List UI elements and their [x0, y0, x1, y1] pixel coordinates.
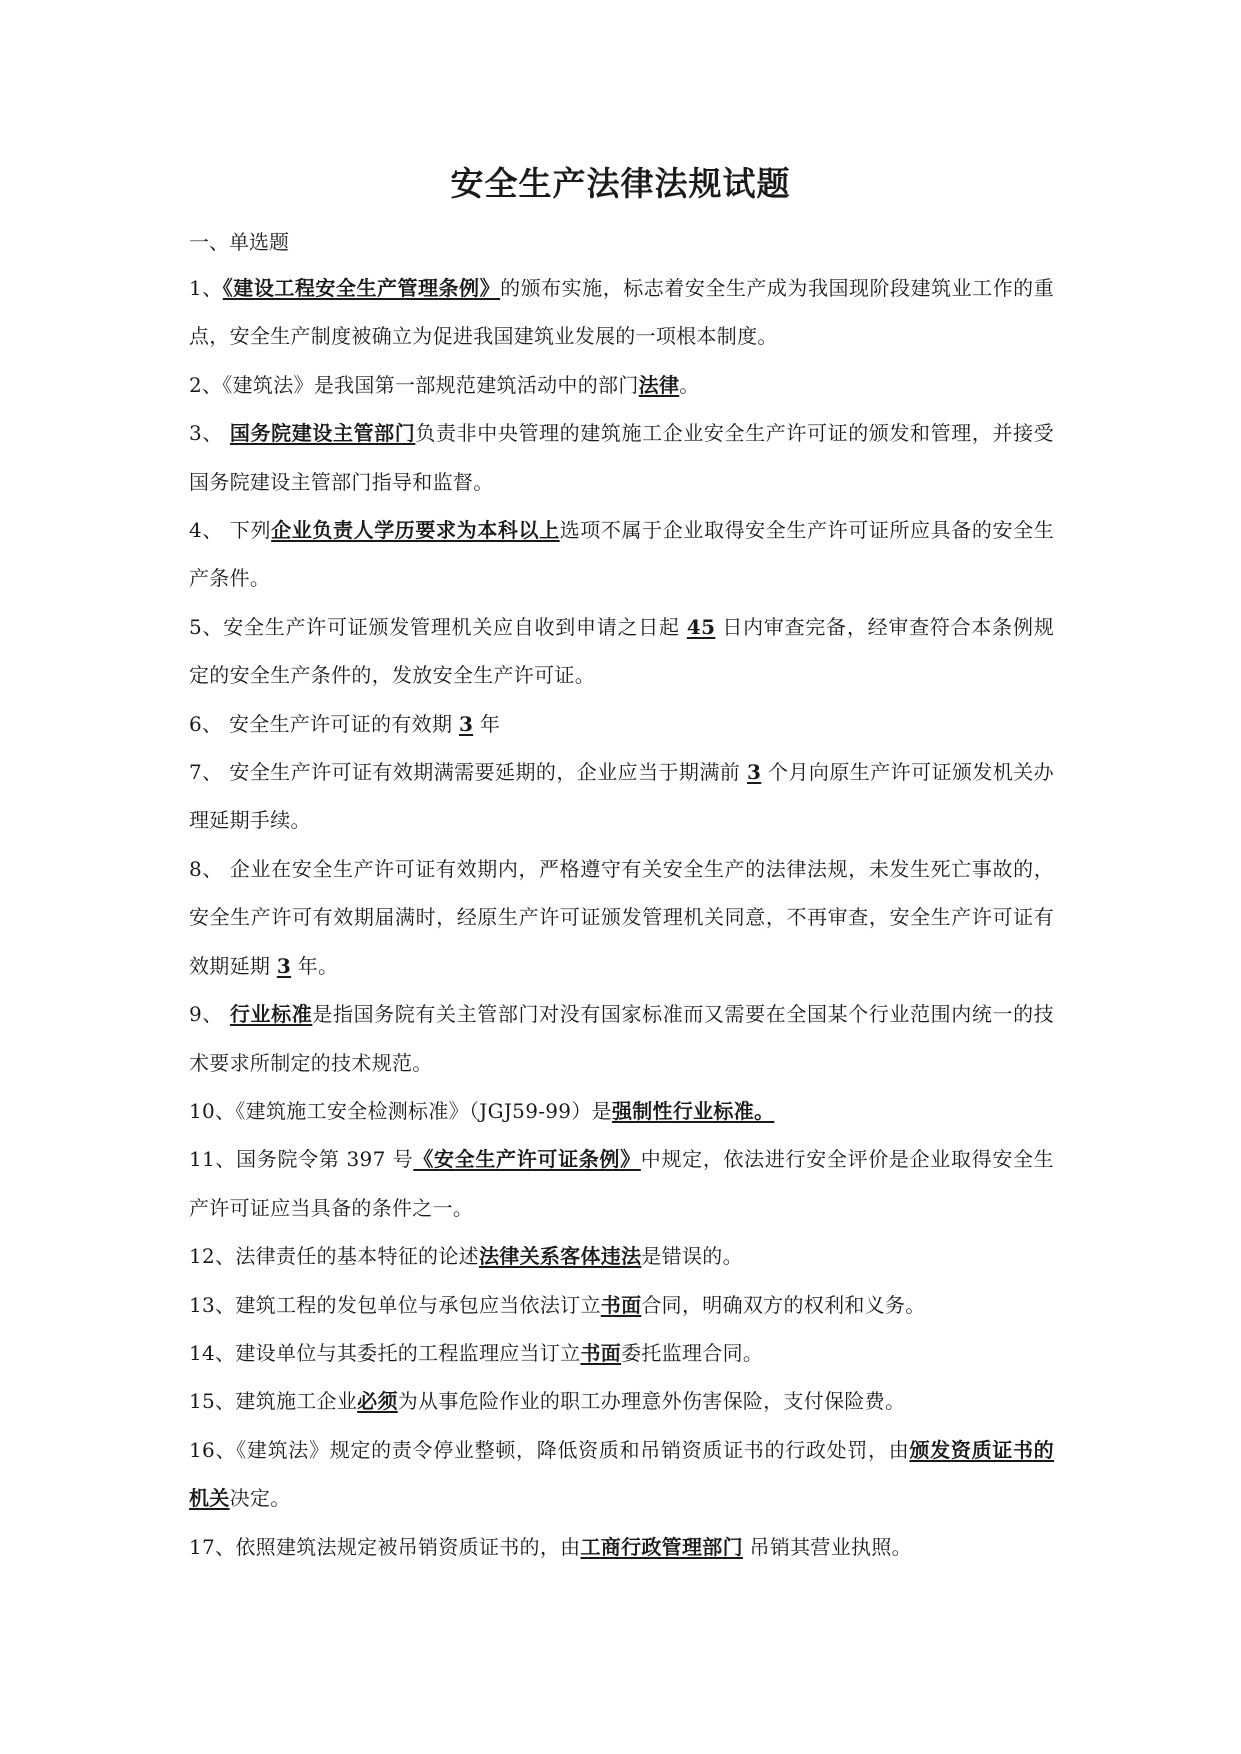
question-text-before: 依照建筑法规定被吊销资质证书的，由 [235, 1534, 581, 1559]
question-answer: 3 [276, 953, 292, 978]
question-text-before: 建设单位与其委托的工程监理应当订立 [235, 1340, 581, 1365]
question-number: 10、 [189, 1098, 236, 1123]
question-answer: 法律 [638, 372, 680, 397]
question-number: 9、 [189, 1002, 223, 1027]
question-list [189, 264, 1054, 1571]
question-14 [189, 1329, 1054, 1377]
question-text-after: 为从事危险作业的职工办理意外伤害保险，支付保险费。 [397, 1389, 906, 1414]
question-number: 5、 [189, 614, 224, 639]
question-number: 11、 [189, 1147, 237, 1172]
question-13 [189, 1281, 1054, 1329]
question-answer: 法律关系客体违法 [478, 1244, 642, 1269]
question-text-before: 国务院令第 397 号 [236, 1147, 414, 1172]
question-text-after: 合同，明确双方的权利和义务。 [641, 1292, 926, 1317]
question-text-after: 个月向原生产许可证颁发机关办理延期手续。 [189, 760, 1054, 833]
question-answer: 3 [458, 711, 474, 736]
question-text-before: 《建筑法》是我国第一部规范建筑活动中的部门 [222, 372, 639, 397]
question-answer: 3 [747, 760, 762, 785]
question-text-before: 企业在安全生产许可证有效期内，严格遵守有关安全生产的法律法规，未发生死亡事故的，安全生产许可有效期届满时，经原生产许可证颁发管理机关同意，不再审查，安全生产许可证有效期延期 [189, 856, 1054, 978]
question-8 [189, 845, 1054, 990]
question-text-after: 选项不属于企业取得安全生产许可证所应具备的安全生产条件。 [189, 518, 1055, 591]
question-number: 15、 [189, 1389, 236, 1414]
question-number: 4、 [189, 518, 223, 543]
question-7 [189, 748, 1054, 845]
question-answer: 强制性行业标准。 [611, 1098, 775, 1123]
question-text-after: 的颁布实施，标志着安全生产成为我国现阶段建筑业工作的重点，安全生产制度被确立为促进我国建筑业发展的一项根本制度。 [189, 276, 1055, 349]
document-title: 安全生产法律法规试题 [450, 164, 791, 203]
section-heading: 一、单选题 [189, 230, 289, 254]
question-text-after: 年。 [291, 953, 339, 978]
question-answer: 《安全生产许可证条例》 [413, 1147, 641, 1172]
question-10 [189, 1087, 1054, 1135]
question-number: 3、 [189, 421, 223, 446]
question-text-after: 日内审查完备，经审查符合本条例规定的安全生产条件的，发放安全生产许可证。 [189, 614, 1054, 688]
question-text-after: 吊销其营业执照。 [742, 1534, 912, 1559]
question-answer: 书面 [600, 1292, 642, 1317]
question-text-before: 安全生产许可证有效期满需要延期的，企业应当于期满前 [222, 760, 748, 785]
question-text-after: 是错误的。 [641, 1244, 743, 1269]
question-text-before: 安全生产许可证颁发管理机关应自收到申请之日起 [223, 614, 687, 639]
question-answer: 工商行政管理部门 [580, 1534, 743, 1559]
question-text-before [223, 1002, 230, 1026]
question-number: 12、 [189, 1244, 236, 1269]
question-text-before [223, 421, 230, 445]
question-text-before: 《建筑法》规定的责令停业整顿，降低资质和吊销资质证书的行政处罚，由 [236, 1437, 910, 1462]
question-number: 8、 [189, 856, 223, 881]
question-text-after: 。 [679, 372, 700, 397]
question-number: 6、 [189, 711, 223, 736]
question-text-after: 决定。 [229, 1486, 291, 1511]
question-number: 16、 [189, 1437, 237, 1462]
question-text-after: 是指国务院有关主管部门对没有国家标准而又需要在全国某个行业范围内统一的技术要求所制定的技术规范。 [189, 1002, 1054, 1075]
question-12 [189, 1232, 1054, 1280]
question-answer: 企业负责人学历要求为本科以上 [271, 518, 560, 543]
question-number: 14、 [189, 1340, 236, 1365]
question-answer: 45 [686, 614, 716, 639]
question-answer: 国务院建设主管部门 [229, 421, 416, 446]
question-9 [189, 990, 1054, 1087]
question-text-before: 安全生产许可证的有效期 [222, 711, 459, 736]
question-answer: 《建设工程安全生产管理条例》 [222, 276, 501, 300]
question-text-before: 《建筑施工安全检测标准》（JGJ59-99）是 [235, 1098, 612, 1123]
question-answer: 书面 [580, 1340, 622, 1365]
question-answer: 必须 [357, 1389, 398, 1414]
question-17 [189, 1523, 1054, 1571]
question-answer: 颁发资质证书的机关 [189, 1437, 1054, 1511]
question-2 [189, 361, 1054, 409]
question-text-after: 委托监理合同。 [621, 1340, 764, 1365]
question-text-after: 中规定，依法进行安全评价是企业取得安全生产许可证应当具备的条件之一。 [189, 1147, 1054, 1220]
question-3 [189, 409, 1054, 506]
question-text-before: 下列 [222, 518, 272, 543]
question-number: 13、 [189, 1292, 236, 1317]
question-number: 17、 [189, 1534, 236, 1559]
question-6 [189, 700, 1054, 748]
question-4 [189, 506, 1054, 603]
question-text-before: 建筑施工企业 [235, 1389, 358, 1414]
question-1 [189, 264, 1054, 361]
question-text-before: 建筑工程的发包单位与承包应当依法订立 [235, 1292, 601, 1317]
question-number: 7、 [189, 760, 223, 785]
question-16 [189, 1426, 1054, 1523]
question-5 [189, 603, 1054, 700]
question-number: 2、 [189, 372, 223, 397]
question-text-after: 年 [473, 711, 501, 736]
question-15 [189, 1377, 1054, 1425]
question-text-before: 法律责任的基本特征的论述 [235, 1244, 479, 1269]
question-number: 1、 [189, 276, 223, 300]
question-text-after: 负责非中央管理的建筑施工企业安全生产许可证的颁发和管理，并接受国务院建设主管部门指导和监督。 [189, 421, 1054, 494]
question-answer: 行业标准 [229, 1002, 313, 1027]
question-11 [189, 1135, 1054, 1232]
